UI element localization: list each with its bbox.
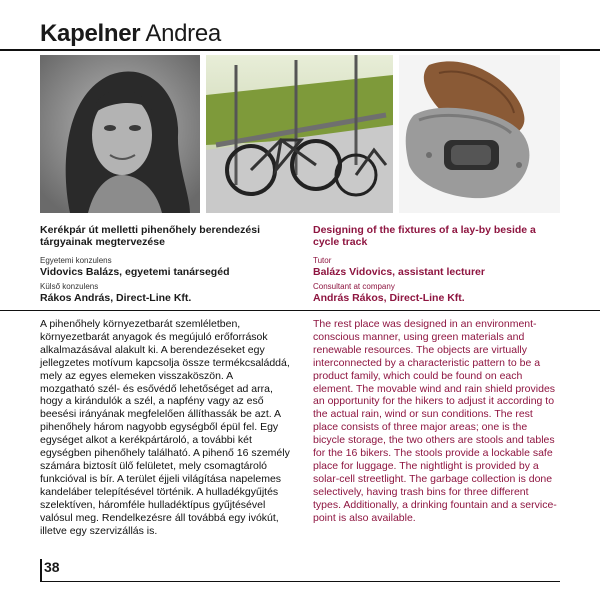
page-number-rule [40,559,42,581]
consultant-role-en: Consultant at company [313,282,395,291]
tutor-name-hu: Vidovics Balázs, egyetemi tanársegéd [40,266,230,278]
tutor-name-en: Balázs Vidovics, assistant lecturer [313,266,485,278]
page-number: 38 [44,559,60,575]
stool-table-render [399,55,560,213]
bicycle-rack-render [206,55,393,213]
body-text-hu: A pihenőhely környezetbarát szemléletben, környezetbarát anyagok és megújuló erőforrások alkalmazásával alakult ki. A berendezéseket egy jellegzetes motívum kapcsolja össze termékcsaláddá, mely az egyes elemeken visszaköszön. A mozgatható szél- és esővédő lehetőséget ad arra, hogy a kirándulók a szél, a napfény vagy az eső beesési irányának megfelelően állíthassák be azt. A pihenőhely három nagyobb egységből épül fel. Egy egységet alkot a kerékpártároló, a további két egységben pihenőhely található. A pihenő 16 személy számára biztosít ülő felületet, mely csomagtároló funkcióval is bír. A terület éjjeli világítása napelemes kandeláber telepítésével történik. A hulladékgyűjtés szelektíven, háromféle hulladéktípus gyűjtésével valósul meg. Rendelkezésre áll továbbá egy ivókút, illetve egy szervizállás is. [40,318,290,537]
info-block-en [313,224,553,308]
portrait-photo [40,55,200,213]
project-title-hu: Kerékpár út melletti pihenőhely berendezési tárgyainak megtervezése [40,224,260,248]
project-title-en: Designing of the fixtures of a lay-by beside a cycle track [313,224,536,248]
title-last-name: Kapelner [40,20,141,47]
tutor-role-hu: Egyetemi konzulens [40,256,112,265]
consultant-name-hu: Rákos András, Direct-Line Kft. [40,292,192,304]
page-title [40,20,221,48]
consultant-role-hu: Külső konzulens [40,282,99,291]
footer-rule [40,581,560,582]
info-block-hu [40,224,280,308]
consultant-name-en: András Rákos, Direct-Line Kft. [313,292,465,304]
title-first-name: Andrea [145,20,221,47]
tutor-role-en: Tutor [313,256,332,265]
header-rule [0,49,600,51]
body-text-en: The rest place was designed in an environment-conscious manner, using green materials and renewable resources. The objects are virtually interconnected by a characteristic pattern to be a product family, which could be found on each element. The movable wind and rain shield provides an opportunity for the hikers to adjust it according to the actual rain, wind or sun conditions. The rest place consists of three major areas; one is the bicycle storage, the two others are stools and tables for the 16 bikers. The stools provide a lockable safe place for luggage. The nightlight is provided by a solar-cell streetlight. The garbage collection is done selectively, having trash bins for three different types. Additionally, a drinking fountain and a service-point is also available. [313,318,557,524]
section-rule [0,310,600,311]
